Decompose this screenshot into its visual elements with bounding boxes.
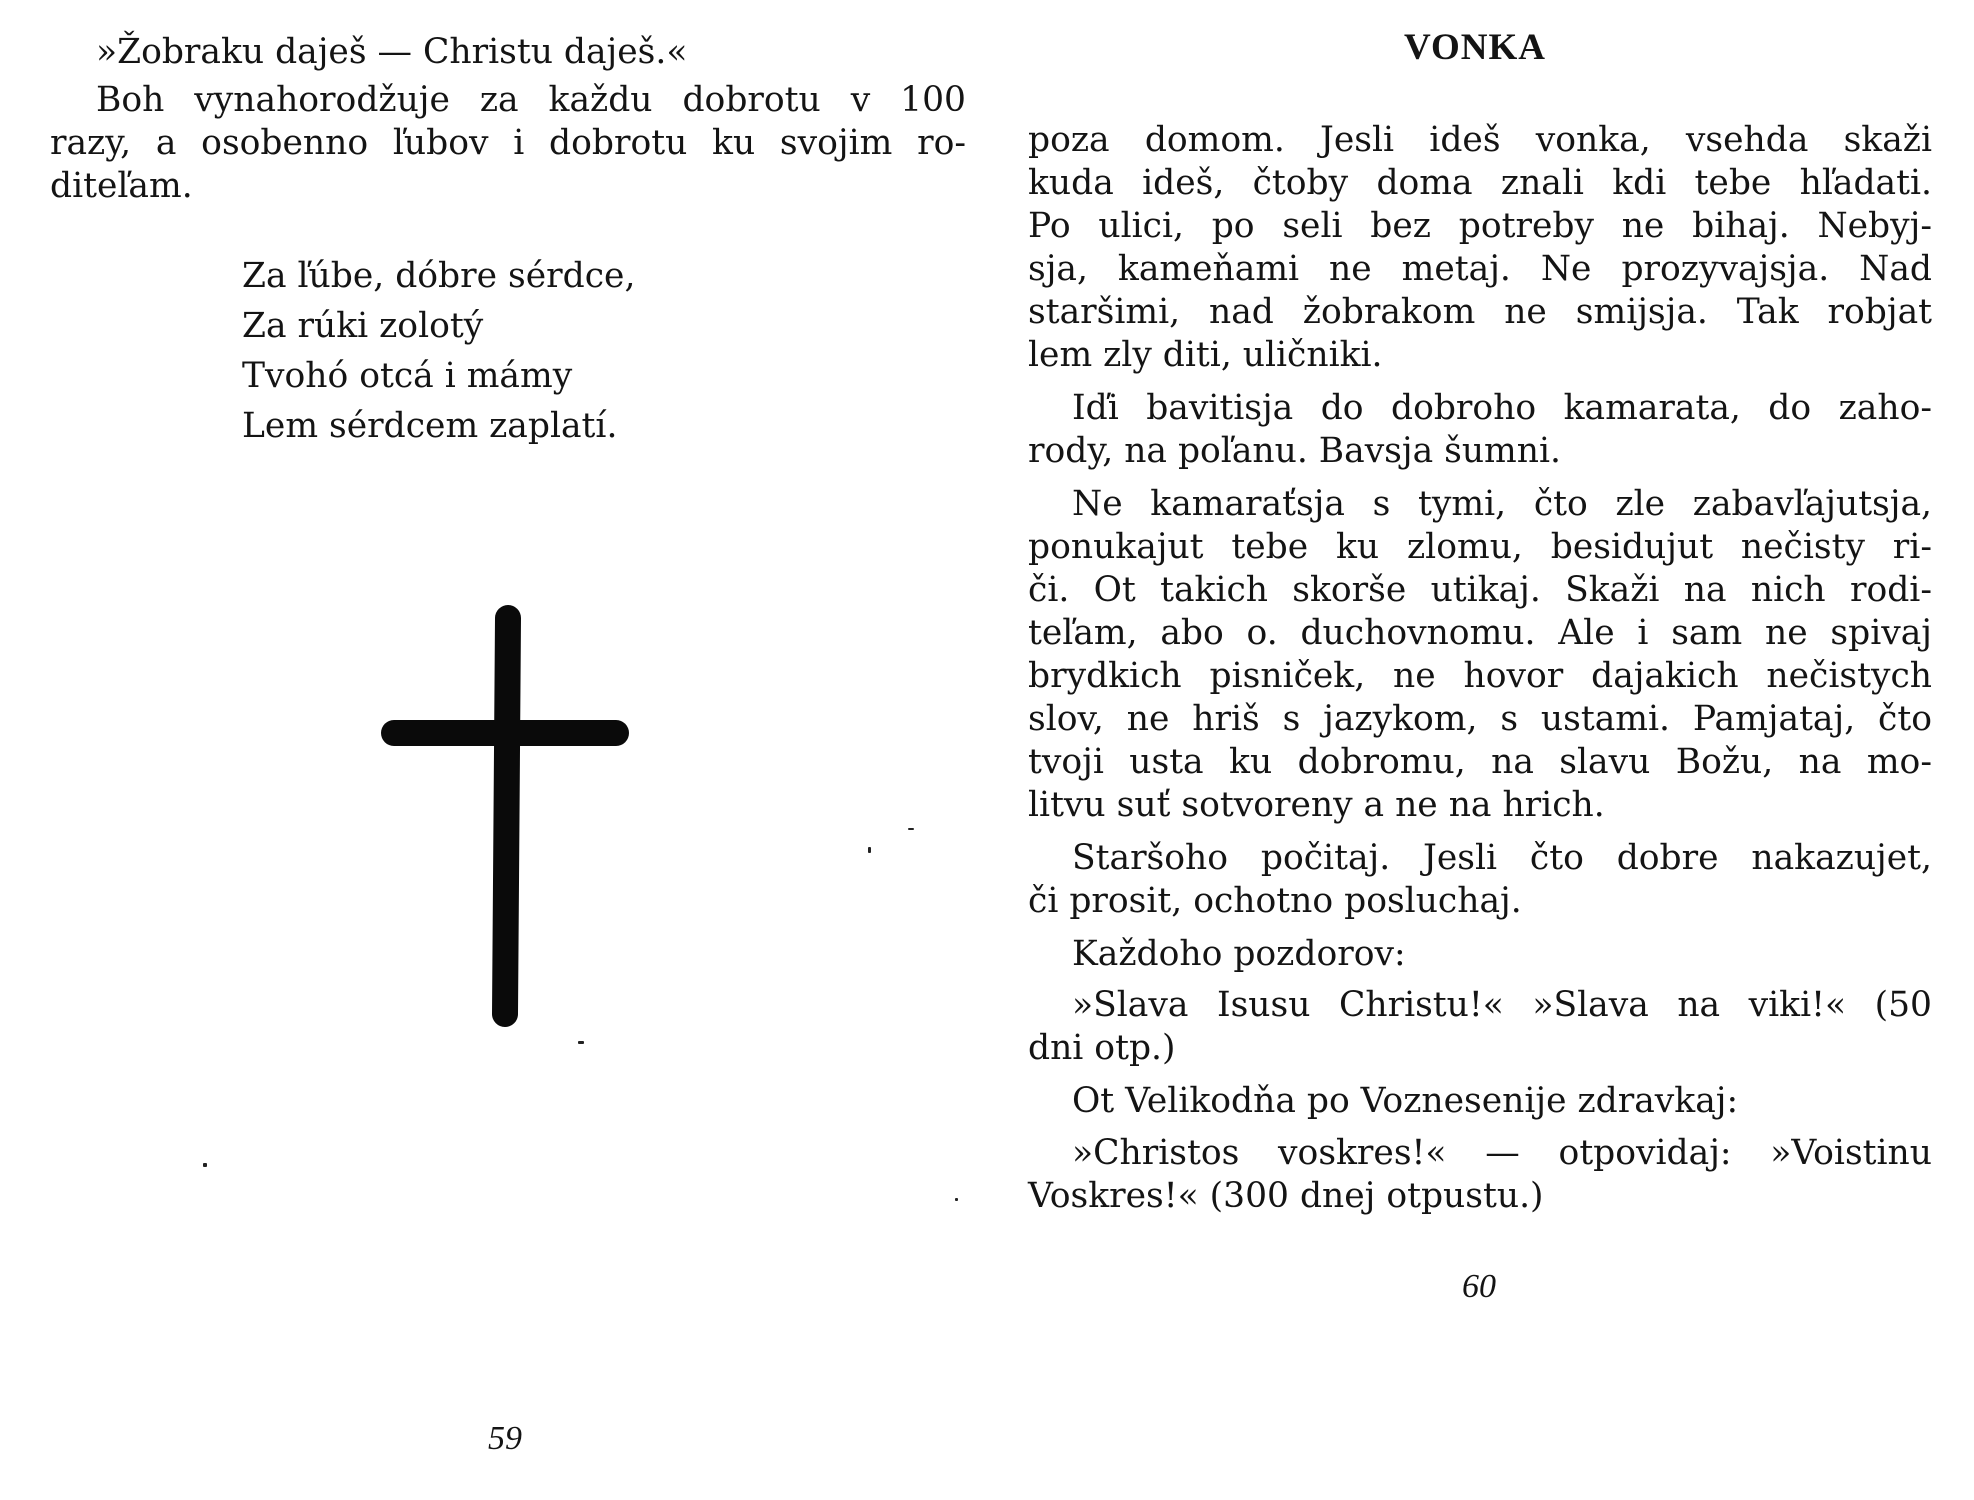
text-line: sja, kameňami ne metaj. Ne prozyvajsja. Nad — [1028, 249, 1932, 289]
text-line: Iďi bavitisja do dobroho kamarata, do zaho- — [1072, 388, 1932, 428]
text-line: poza domom. Jesli ideš vonka, vsehda skaži — [1028, 120, 1932, 160]
text-line: teľam, abo o. duchovnomu. Ale i sam ne spivaj — [1028, 613, 1932, 653]
poem-line: Za ľúbe, dóbre sérdce, — [242, 256, 636, 296]
scan-speck — [908, 828, 914, 830]
text-line: či prosit, ochotno posluchaj. — [1028, 881, 1522, 921]
text-line: či. Ot takich skorše utikaj. Skaži na nich rodi- — [1028, 570, 1932, 610]
poem-line: Lem sérdcem zaplatí. — [242, 406, 618, 446]
scan-speck — [578, 1041, 584, 1044]
text-line: diteľam. — [50, 166, 193, 206]
text-line: Ne kamaraťsja s tymi, čto zle zabavľajutsja, — [1072, 484, 1932, 524]
text-line: Ot Velikodňa po Voznesenije zdravkaj: — [1072, 1081, 1739, 1121]
text-line: Staršoho počitaj. Jesli čto dobre nakazujet, — [1072, 838, 1932, 878]
page-header: VONKA — [1404, 27, 1546, 68]
text-line: Po ulici, po seli bez potreby ne bihaj. Nebyj- — [1028, 206, 1932, 246]
text-line: Každoho pozdorov: — [1072, 934, 1406, 974]
text-line: staršimi, nad žobrakom ne smijsja. Tak robjat — [1028, 292, 1932, 332]
text-line: slov, ne hriš s jazykom, s ustami. Pamjataj, čto — [1028, 699, 1932, 739]
text-line: rody, na poľanu. Bavsja šumni. — [1028, 431, 1561, 471]
text-line: lem zly diti, uličniki. — [1028, 335, 1383, 375]
text-line: »Christos voskres!« — otpovidaj: »Voistinu — [1072, 1133, 1932, 1173]
text-line: Voskres!« (300 dnej otpustu.) — [1028, 1176, 1544, 1216]
scan-speck — [203, 1163, 207, 1167]
text-line: dni otp.) — [1028, 1028, 1176, 1068]
text-line: brydkich pisniček, ne hovor dajakich nečistych — [1028, 656, 1932, 696]
poem-line: Tvohó otcá i mámy — [242, 356, 573, 396]
page-number: 60 — [1462, 1268, 1496, 1305]
text-line: Boh vynahorodžuje za každu dobrotu v 100 — [96, 80, 966, 120]
poem-line: Za rúki zolotý — [242, 306, 484, 346]
scan-speck — [868, 847, 871, 853]
text-line: »Slava Isusu Christu!« »Slava na viki!« (50 — [1072, 985, 1932, 1025]
right-page — [1000, 0, 1974, 1500]
text-line: ponukajut tebe ku zlomu, besidujut nečisty ri- — [1028, 527, 1932, 567]
scan-speck — [955, 1198, 958, 1201]
text-line: »Žobraku daješ — Christu daješ.« — [96, 32, 688, 72]
text-line: kuda ideš, čtoby doma znali kdi tebe hľadati. — [1028, 163, 1932, 203]
cross-icon — [388, 612, 628, 1022]
text-line: litvu suť sotvoreny a ne na hrich. — [1028, 785, 1605, 825]
text-line: tvoji usta ku dobromu, na slavu Božu, na mo- — [1028, 742, 1932, 782]
page-number: 59 — [488, 1420, 522, 1457]
text-line: razy, a osobenno ľubov i dobrotu ku svojim ro- — [50, 123, 966, 163]
